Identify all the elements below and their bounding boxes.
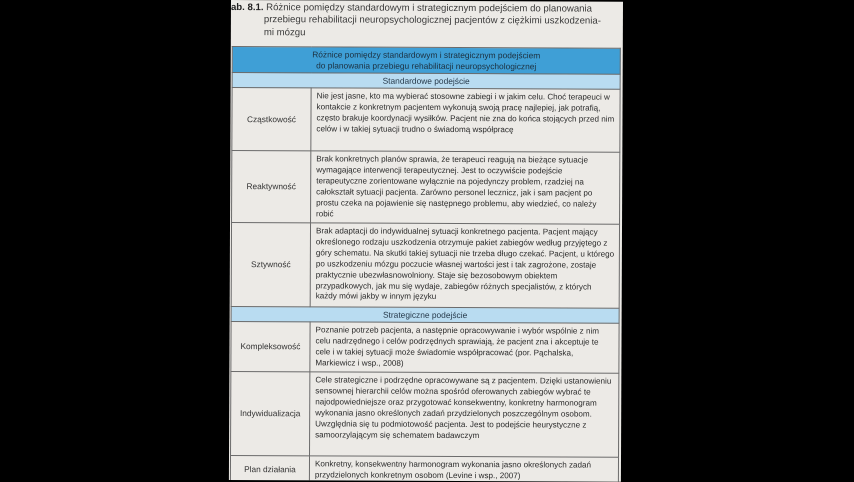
row-text: Cele strategiczne i podrzędne opracowywane są z pacjentem. Dzięki ustanowieniu sensownej hierarchii celów można spośród oferowanych zabiegów wybrać te najodpowiedniejsze oraz przygotować konsekwentny, konkretny harmonogram wykonania jasno określonych zadań przydzielonych poszczególnym osobom. Uwzględnia się tu podmiotowość pacjenta. Jest to podejście heurystyczne z samoorzylającym się schematem badawczym	[310, 372, 619, 457]
book-page	[229, 0, 623, 482]
table-row	[231, 322, 619, 374]
table-row	[231, 223, 619, 309]
row-label: Sztywność	[231, 223, 310, 307]
table-row	[231, 372, 619, 458]
table-row	[232, 88, 620, 153]
table-row	[230, 456, 618, 482]
comparison-table	[230, 46, 621, 482]
table-header	[232, 47, 620, 75]
table-header-line-1: Różnice pomiędzy standardowym i strategicznym podejściem	[312, 49, 541, 61]
table-number: ab. 8.1.	[230, 1, 264, 14]
row-text: Konkretny, konsekwentny harmonogram wykonania jasno określonych zadań przydzielonych konkretnym osobom (Levine i wsp., 2007)	[309, 456, 618, 482]
table-header-line-2: do planowania przebiegu rehabilitacji neuropsychologicznej	[316, 59, 537, 71]
row-text: Brak konkretnych planów sprawia, że terapeuci reagują na bieżące sytuacje wymagające interwencji terapeutycznej. Jest to oczywiście podejście terapeutyczne zorientowane wyłącznie na pojedynczy problem, rzadziej na całokształt sytuacji pacjenta. Zarówno personel lecznicz, jak i sam pacjent po prostu czeka na pojawienie się następnego problemu, aby wiedzieć, co należy robić	[311, 151, 620, 224]
section-title: Strategiczne podejście	[231, 307, 619, 324]
table-caption	[231, 2, 621, 41]
caption-line-1: Różnice pomiędzy standardowym i strategicznym podejściem do planowania	[266, 2, 593, 15]
row-text: Nie jest jasne, kto ma wybierać stosowne zabiegi i w jakim celu. Choć terapeuci w kontakcie z konkretnym pacjentem wykonują swoją pracę najlepiej, jak potrafią, często brakuje koordynacji wysiłków. Pacjent nie zna do końca stojących przed nim celów i w takiej sytuacji trudno o świadomą współpracę	[311, 88, 620, 152]
row-label: Kompleksowość	[231, 322, 310, 372]
section-row-standard	[232, 73, 620, 90]
section-title: Standardowe podejście	[232, 73, 620, 90]
row-label: Cząstkowość	[232, 88, 311, 151]
section-row-strategic	[231, 307, 619, 324]
table-header-row	[232, 47, 620, 75]
row-text: Poznanie potrzeb pacjenta, a następnie opracowywanie i wybór wspólnie z nim celu nadrzędnego i celów podrzędnych sprawiają, że pacjent zna i akceptuje te cele i w takiej sytuacji może świadomie współpracować (por. Pąchalska, Markiewicz i wsp., 2008)	[310, 322, 619, 373]
table-row	[232, 151, 620, 225]
row-label: Indywidualizacja	[231, 372, 310, 456]
row-label: Plan działania	[230, 456, 309, 482]
caption-line-3: mi mózgu	[263, 26, 306, 39]
caption-line-2: przebiegu rehabilitacji neuropsychologicznej pacjentów z ciężkimi uszkodzenia-	[263, 14, 601, 28]
row-text: Brak adaptacji do indywidualnej sytuacji konkretnego pacjenta. Pacjent mający określonego rodzaju uszkodzenia otrzymuje pakiet zabiegów według przyjętego z góry schematu. Na skutki takiej sytuacji nie trzeba długo czekać. Pacjent, u którego po uszkodzeniu mózgu poczucie własnej wartości jest i tak zagrożone, zostaje praktycznie ubezwłasnowolniony. Staje się bezosobowym obiektem przypadkowych, jak mu się wydaje, zabiegów różnych specjalistów, z których każdy mówi jakby w innym języku	[310, 223, 619, 308]
row-label: Reaktywność	[232, 151, 311, 223]
